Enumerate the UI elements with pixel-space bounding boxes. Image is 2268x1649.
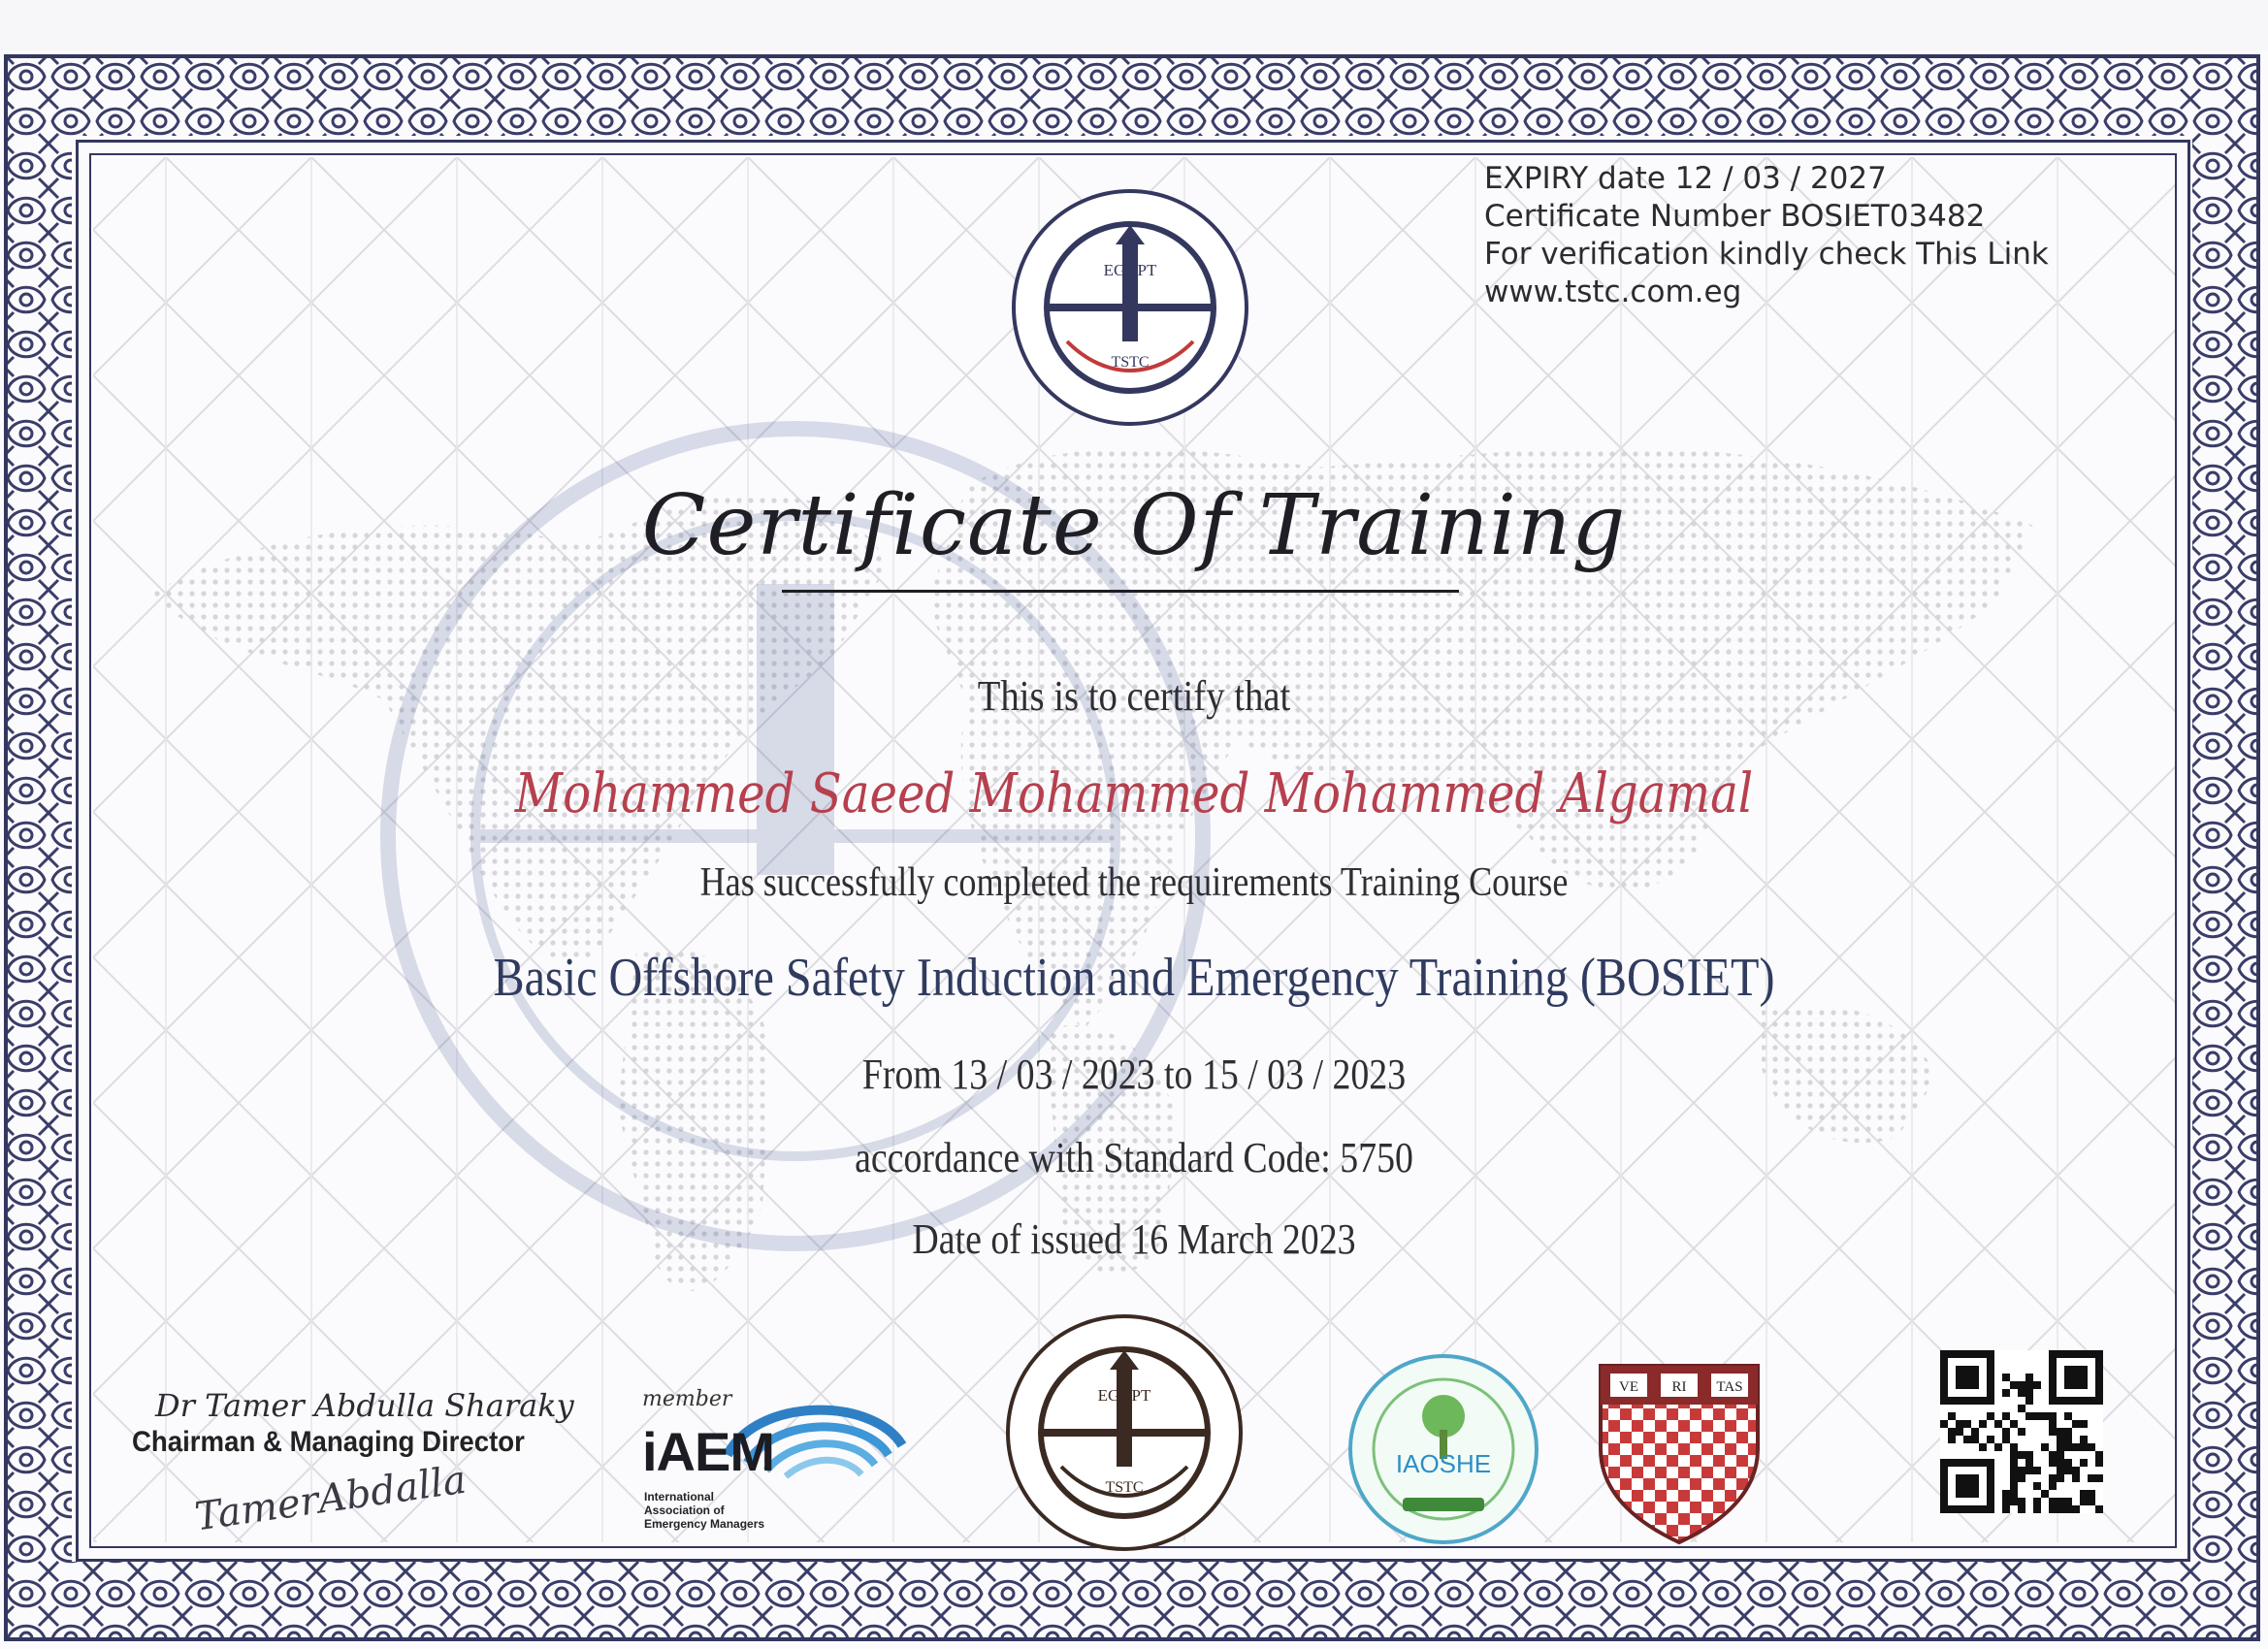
- standard-code: accordance with Standard Code: 5750: [855, 1134, 1413, 1181]
- svg-text:TAS: TAS: [1716, 1379, 1743, 1395]
- signatory-name: Dr Tamer Abdulla Sharaky: [155, 1387, 574, 1424]
- course-name: Basic Offshore Safety Induction and Emergency Training (BOSIET): [493, 948, 1775, 1008]
- training-dates: From 13 / 03 / 2023 to 15 / 03 / 2023: [861, 1051, 1407, 1098]
- tstc-seal-bottom: [1003, 1311, 1246, 1554]
- tstc-seal-top: [1009, 186, 1251, 429]
- certificate-sheet: [0, 50, 2268, 1649]
- completion-text: Has successfully completed the requirements Training Course: [699, 860, 1569, 905]
- svg-text:RI: RI: [1671, 1379, 1687, 1395]
- expiry-date: EXPIRY date 12 / 03 / 2027: [1484, 161, 1887, 196]
- certificate-number: Certificate Number BOSIET03482: [1484, 199, 1986, 234]
- veritas-shield-logo: [1597, 1362, 1762, 1546]
- title-underline: [782, 590, 1459, 593]
- signatory-role: Chairman & Managing Director: [132, 1426, 525, 1458]
- iaem-line1: International: [644, 1490, 715, 1504]
- iaem-abbr: iAEM: [642, 1421, 774, 1482]
- certificate-title: Certificate Of Training: [641, 477, 1627, 574]
- svg-text:TSTC: TSTC: [1105, 1479, 1144, 1496]
- iaoshe-logo: [1346, 1352, 1540, 1546]
- signature: TamerAbdalla: [192, 1457, 470, 1540]
- qr-code[interactable]: [1940, 1350, 2103, 1513]
- iaem-logo: [640, 1381, 912, 1556]
- verification-url[interactable]: www.tstc.com.eg: [1484, 275, 1742, 309]
- iaem-line2: Association of: [644, 1504, 725, 1517]
- svg-text:TSTC: TSTC: [1111, 354, 1150, 371]
- svg-text:IAOSHE: IAOSHE: [1395, 1449, 1492, 1478]
- svg-text:EGYPT: EGYPT: [1097, 1386, 1151, 1405]
- recipient-name: Mohammed Saeed Mohammed Mohammed Algamal: [514, 762, 1754, 825]
- svg-text:VE: VE: [1619, 1379, 1638, 1395]
- svg-text:EGYPT: EGYPT: [1103, 261, 1157, 279]
- iaem-line3: Emergency Managers: [644, 1517, 765, 1531]
- verification-note: For verification kindly check This Link: [1484, 237, 2049, 272]
- issue-date: Date of issued 16 March 2023: [912, 1215, 1356, 1263]
- certify-text: This is to certify that: [977, 672, 1291, 720]
- iaem-member-label: member: [642, 1387, 732, 1411]
